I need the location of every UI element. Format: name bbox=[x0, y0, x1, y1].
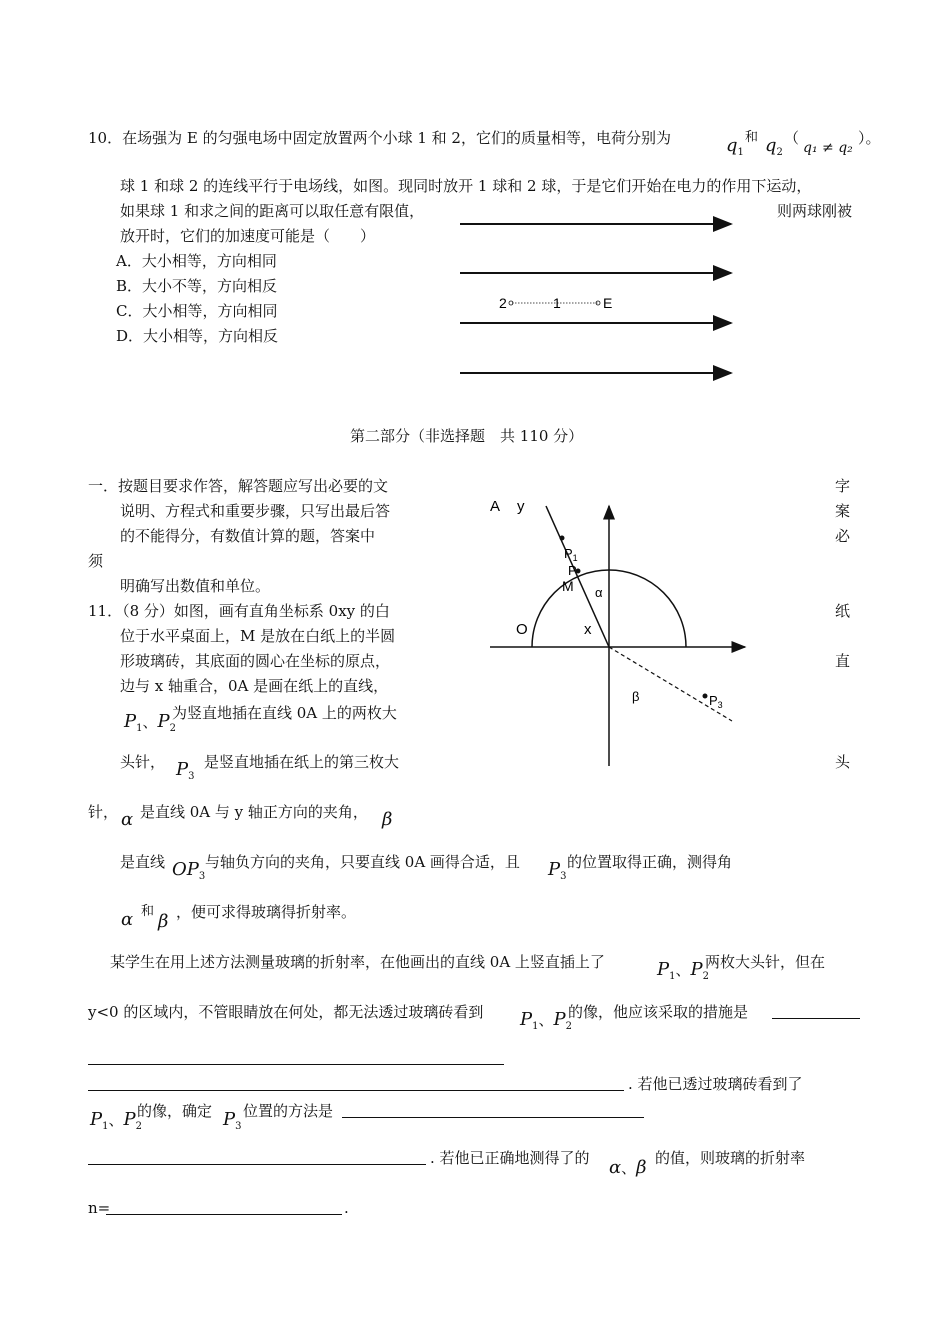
q10-line3a: 如果球 1 和求之间的距离可以取任意有限值， bbox=[120, 202, 425, 220]
q11-line9b: ，便可求得玻璃得折射率。 bbox=[176, 903, 357, 921]
q11-p3a: y<0 的区域内，不管眼睛放在何处，都无法透过玻璃砖看到 bbox=[88, 1003, 484, 1021]
q2-symbol: $q_2$ bbox=[765, 135, 783, 158]
q11-line7b: 是直线 0A 与 y 轴正方向的夹角， bbox=[140, 803, 368, 821]
answer-blank-3[interactable] bbox=[88, 1090, 624, 1091]
paren-open: （ bbox=[784, 129, 800, 147]
instr-line1: 一．按题目要求作答，解答题应写出必要的文 bbox=[88, 477, 389, 495]
instr-line1-right: 字 bbox=[835, 477, 851, 495]
field-e-label: E bbox=[603, 295, 613, 311]
q11-line6-right: 头 bbox=[835, 753, 851, 771]
refraction-figure bbox=[480, 488, 770, 773]
q11-line1-right: 纸 bbox=[835, 602, 851, 620]
q11-line7a: 针， bbox=[88, 803, 119, 821]
q11-line6b: 是竖直地插在纸上的第三枚大 bbox=[204, 753, 400, 771]
p1-p2-symbols-2: $P_1$、$P_2$ bbox=[657, 959, 710, 982]
pin-p3 bbox=[703, 694, 708, 699]
q11-p8b: . bbox=[344, 1199, 349, 1217]
q11-p2b: 两枚大头针，但在 bbox=[705, 953, 826, 971]
instr-line2-right: 案 bbox=[835, 502, 851, 520]
q-neq-expression: q₁ ≠ q₂ bbox=[803, 140, 853, 156]
q10-line2: 球 1 和球 2 的连线平行于电场线，如图。现同时放开 1 球和 2 球，于是它们开始在电力的作用下运动， bbox=[120, 177, 812, 195]
label-beta: β bbox=[632, 689, 640, 704]
q11-p3b: 的像，他应该采取的措施是 bbox=[568, 1003, 749, 1021]
q11-line8b: 与轴负方向的夹角，只要直线 0A 画得合适，且 bbox=[205, 853, 520, 871]
q11-line6a: 头针， bbox=[120, 753, 166, 771]
instr-line3-right: 必 bbox=[835, 527, 851, 545]
label-y: y bbox=[517, 498, 525, 515]
option-d: D．大小相等，方向相反 bbox=[116, 327, 279, 345]
alpha-symbol-2: α bbox=[121, 909, 134, 930]
label-a: A bbox=[490, 498, 501, 515]
beta-symbol: β bbox=[382, 809, 393, 830]
option-a: A．大小相等，方向相同 bbox=[116, 252, 277, 270]
q11-line1: 11．（8 分）如图，画有直角坐标系 0xy 的白 bbox=[88, 602, 390, 620]
op3-symbol: $OP_3$ bbox=[172, 859, 206, 882]
label-p3: $P_3$ bbox=[709, 693, 723, 710]
answer-blank-5[interactable] bbox=[88, 1164, 426, 1165]
q1-symbol: $q_1$ bbox=[726, 135, 744, 158]
line-oa bbox=[546, 506, 609, 647]
instr-line4: 须 bbox=[88, 552, 104, 570]
answer-blank-n[interactable] bbox=[106, 1214, 342, 1215]
ball-1-label: 1 bbox=[553, 295, 561, 311]
q11-p2a: 某学生在用上述方法测量玻璃的折射率，在他画出的直线 0A 上竖直插上了 bbox=[110, 953, 605, 971]
q10-line1: 10．在场强为 E 的匀强电场中固定放置两个小球 1 和 2，它们的质量相等，电荷分别为 bbox=[88, 129, 671, 147]
q11-line5: 为竖直地插在直线 0A 上的两枚大 bbox=[172, 704, 397, 722]
alpha-beta-symbols: α、β bbox=[609, 1157, 647, 1178]
instr-line5: 明确写出数值和单位。 bbox=[120, 577, 271, 595]
line-op3 bbox=[609, 647, 732, 721]
q11-line4: 边与 x 轴重合，0A 是画在纸上的直线， bbox=[120, 677, 389, 695]
label-alpha: α bbox=[595, 585, 603, 600]
p3-symbol-3: $P_3$ bbox=[223, 1109, 242, 1132]
p1-p2-symbols-4: $P_1$、$P_2$ bbox=[90, 1109, 143, 1132]
q10-line3b: 则两球刚被 bbox=[777, 202, 853, 220]
q11-p6b: 位置的方法是 bbox=[243, 1102, 334, 1120]
label-o: O bbox=[516, 621, 528, 638]
answer-blank-1[interactable] bbox=[772, 1018, 860, 1019]
q11-p8a: n= bbox=[88, 1199, 111, 1217]
answer-blank-4[interactable] bbox=[342, 1117, 644, 1118]
q11-line8c: 的位置取得正确，测得角 bbox=[567, 853, 733, 871]
ball-2-label: 2 bbox=[499, 295, 507, 311]
q11-p6a: 的像，确定 bbox=[137, 1102, 213, 1120]
beta-symbol-2: β bbox=[158, 911, 169, 932]
p3-symbol-2: $P_3$ bbox=[548, 859, 567, 882]
p1-p2-symbols: $P_1$、$P_2$ bbox=[124, 711, 177, 734]
q11-p7b: . 若他已正确地测得了的 bbox=[430, 1149, 590, 1167]
instr-line3: 的不能得分，有数值计算的题，答案中 bbox=[120, 527, 376, 545]
p1-p2-symbols-3: $P_1$、$P_2$ bbox=[520, 1009, 573, 1032]
field-lines-figure bbox=[455, 210, 745, 385]
option-c: C．大小相等，方向相同 bbox=[116, 302, 278, 320]
alpha-symbol: α bbox=[121, 809, 134, 830]
label-p2: P bbox=[568, 563, 577, 578]
p3-symbol: $P_3$ bbox=[176, 759, 195, 782]
instr-line2: 说明、方程式和重要步骤，只写出最后答 bbox=[120, 502, 391, 520]
paren-close: ）。 bbox=[858, 129, 881, 147]
pin-p1 bbox=[560, 536, 565, 541]
q11-line3-right: 直 bbox=[835, 652, 851, 670]
answer-blank-2[interactable] bbox=[88, 1064, 504, 1065]
q10-line4: 放开时，它们的加速度可能是（ ） bbox=[120, 227, 376, 245]
q11-line8a: 是直线 bbox=[120, 853, 166, 871]
q11-p7c: 的值，则玻璃的折射率 bbox=[655, 1149, 806, 1167]
he-text: 和 bbox=[745, 130, 759, 145]
q11-p5b: . 若他已透过玻璃砖看到了 bbox=[628, 1075, 803, 1093]
q11-line2: 位于水平桌面上，M 是放在白纸上的半圆 bbox=[120, 627, 396, 645]
section-title: 第二部分（非选择题 共 110 分） bbox=[350, 427, 584, 445]
label-x: x bbox=[584, 621, 592, 638]
q11-line3: 形玻璃砖，其底面的圆心在坐标的原点， bbox=[120, 652, 391, 670]
option-b: B．大小不等，方向相反 bbox=[116, 277, 278, 295]
q11-line9a: 和 bbox=[141, 904, 155, 919]
label-p1: $P_1$ bbox=[564, 546, 578, 563]
label-m: M bbox=[562, 578, 574, 594]
